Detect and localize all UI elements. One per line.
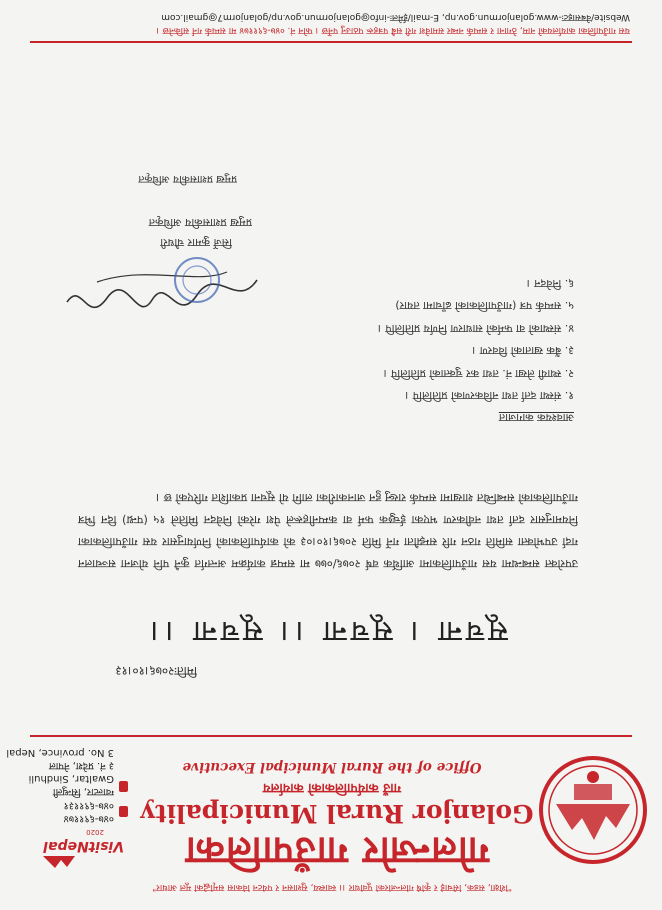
location-icon: [119, 781, 128, 792]
phone-number-2: ०४७-६९११३१: [63, 800, 114, 811]
address-en: Gwaltar, Sindhuli: [28, 773, 114, 784]
province-en: 3 No. province, Nepal: [6, 747, 114, 758]
footer-divider: [30, 41, 632, 43]
tagline: "शिक्षा, सडक, सिंचाई र कृषि गोलन्जोरको पूर्वाधार ।। स्वास्थ्य, सुशासन र पर्यटन विकास समृद्धिको मूल आधार": [152, 882, 512, 892]
list-item: ४. संस्थाको वा फर्मको साधारण निर्णय प्रतिलिपि ।: [377, 321, 574, 335]
signatory-title-2: प्रमुख प्रशासकीय अधिकृत: [138, 173, 237, 185]
municipality-title-np: गोलन्जोर गाउँपालिका: [184, 829, 490, 873]
footer-contact: Website/वेबसाइटः-www.golanjormun.gov.np, E-mail/ईमेलः-info@golanjormun.gov.np/golanjorm7@gmail.com: [161, 12, 630, 22]
government-seal-icon: [534, 752, 652, 870]
office-stamp-icon: [172, 251, 222, 305]
phone-icon: [119, 806, 128, 817]
list-item: ६. निवेदन ।: [526, 276, 574, 290]
signatory-name: सिर्जे कुमार चौधरी: [160, 236, 232, 249]
office-subtitle-np: गाउँ कार्यपालिकाको कार्यालय: [263, 780, 401, 795]
address-np: ग्वाल्टार, सिन्धुली: [52, 786, 114, 797]
footer-note: यस गाउँपालिका कार्यालयको नाम, ठेगाना र सम्पर्क नम्बर समावेश गरी सबै पत्रहरू पठाउनु पर्नेछ । फोन नं. ०४७-६९११७४ मा सम्पर्क गर्न सकिनेछ ।: [156, 25, 630, 35]
list-item: ५. सम्पर्क पत्र (गाउँपालिकाको ढाँचामा तयार): [395, 299, 574, 313]
province-np: ३ नं. प्रदेश, नेपाल: [48, 760, 114, 771]
header-divider: [30, 735, 632, 737]
notice-heading: सूचना । सूचना ।। सूचना ।।: [146, 615, 508, 649]
signature-scribble: [57, 260, 267, 320]
visit-nepal-logo: VisitNepal: [43, 838, 124, 854]
municipality-title-en: Golanjor Rural Municipality: [140, 799, 534, 828]
requirements-title: आवश्यक कागजात: [498, 411, 574, 424]
list-item: ३. बैंक खाताको विवरण ।: [472, 344, 574, 358]
notice-paragraph: उपरोक्त सम्बन्धमा यस गाउँपालिकामा आर्थिक वर्ष २०७६/०७७ मा सम्पन्न कार्यक्रम अन्तर्गत कुनै पनि योजना सञ्चालन गर्दा उपभोक्ता समिति गठन गरि सम्झौता गर्ने मिति २०७६।१०।०३ को कार्यपालिकाको निर्णयानुसार यस गाउँपालिकाका नियमानुसार दर्ता तथा नवीकरण भएका ईच्छुक फर्म वा कम्पनीहरूले पेश गरेको निवेदन मितिले १५ (पन्ध्र) दिन भित्र गाउँपालिकाको सम्बन्धित शाखामा सम्पर्क राख्नु हुन जानकारीका लागि यो सूचना प्रकाशित गरिएको छ ।: [78, 491, 578, 571]
notice-date: मितिः२०७६।१०।१३: [115, 664, 197, 678]
list-item: २. स्थायी लेखा नं. तथा कर चुक्ताको प्रतिलिपि ।: [383, 366, 574, 380]
visit-nepal-year: 2020: [86, 828, 104, 836]
office-subtitle-en: Office of the Rural Municipal Executive: [182, 759, 482, 775]
list-item: १. संस्था दर्ता तथा नविकरणको प्रतिलिपि ।: [405, 389, 574, 402]
phone-number-1: ०४७-६९११७४: [63, 813, 114, 824]
signatory-title: प्रमुख प्रशासकीय अधिकृत: [148, 216, 252, 229]
